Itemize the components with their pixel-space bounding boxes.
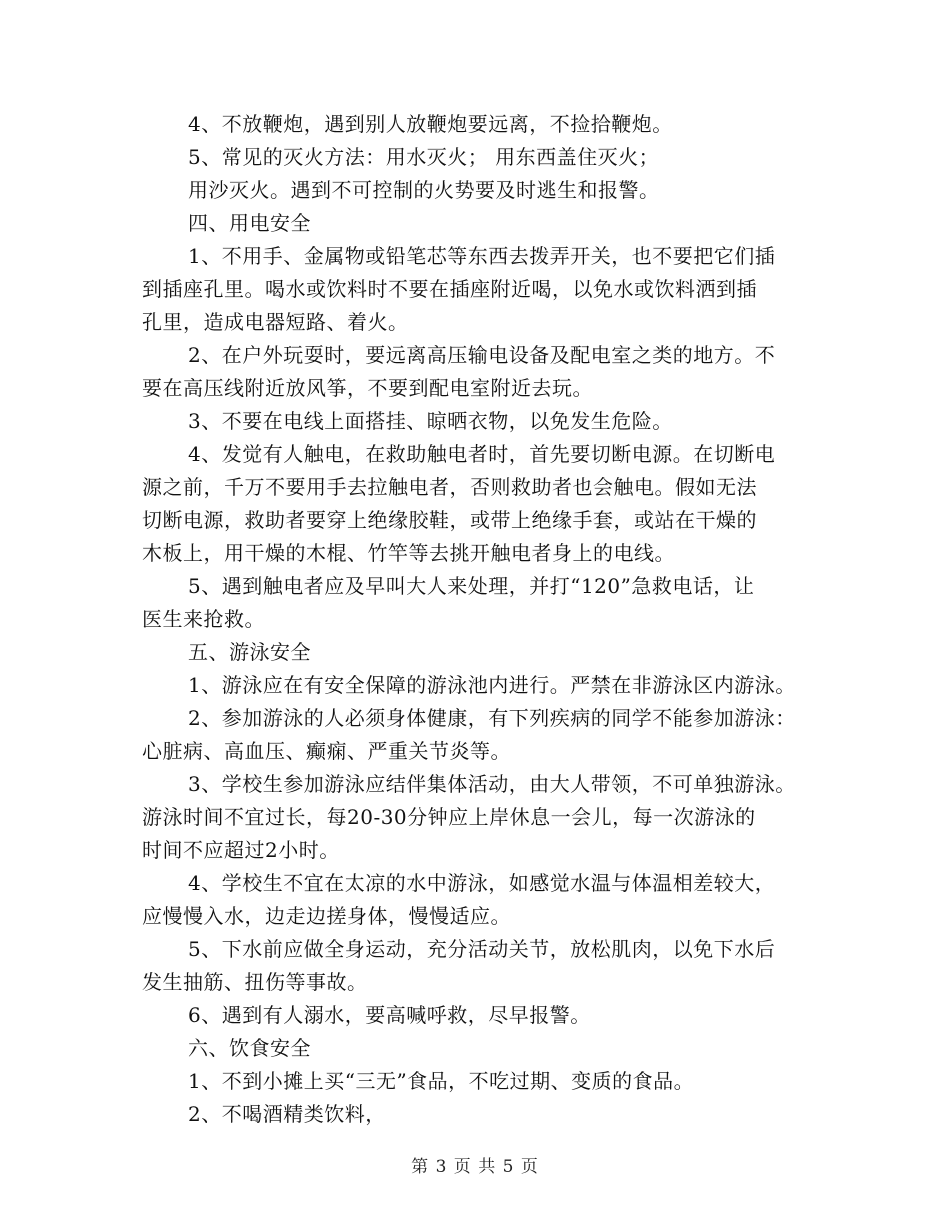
section-heading: 五、游泳安全: [188, 640, 311, 664]
text-line: 2、不喝酒精类饮料，: [188, 1102, 386, 1126]
text-line: 3、学校生参加游泳应结伴集体活动，由大人带领，不可单独游泳。: [188, 772, 796, 796]
text-line: 5、下水前应做全身运动，充分活动关节，放松肌肉，以免下水后: [188, 937, 776, 961]
text-line: 4、学校生不宜在太凉的水中游泳，如感觉水温与体温相差较大，: [188, 871, 776, 895]
text-line: 1、游泳应在有安全保障的游泳池内进行。严禁在非游泳区内游泳。: [188, 673, 796, 697]
text-line: 游泳时间不宜过长，每20-30分钟应上岸休息一会儿，每一次游泳的: [142, 805, 756, 829]
text-line: 孔里，造成电器短路、着火。: [142, 310, 409, 334]
text-line: 医生来抢救。: [142, 607, 265, 631]
text-line: 2、在户外玩耍时，要远离高压输电设备及配电室之类的地方。不: [188, 343, 776, 367]
text-line: 4、不放鞭炮，遇到别人放鞭炮要远离，不捡拾鞭炮。: [188, 112, 673, 136]
text-line: 发生抽筋、扭伤等事故。: [142, 970, 368, 994]
page-number-footer: 第 3 页 共 5 页: [411, 1157, 539, 1177]
text-line: 切断电源，救助者要穿上绝缘胶鞋，或带上绝缘手套，或站在干燥的: [142, 508, 757, 532]
section-heading: 六、饮食安全: [188, 1036, 311, 1060]
text-line: 5、遇到触电者应及早叫大人来处理，并打“120”急救电话，让: [188, 574, 755, 598]
text-line: 木板上，用干燥的木棍、竹竿等去挑开触电者身上的电线。: [142, 541, 675, 565]
section-heading: 四、用电安全: [188, 211, 311, 235]
text-line: 要在高压线附近放风筝，不要到配电室附近去玩。: [142, 376, 593, 400]
text-line: 源之前，千万不要用手去拉触电者，否则救助者也会触电。假如无法: [142, 475, 757, 499]
text-line: 应慢慢入水，边走边搓身体，慢慢适应。: [142, 904, 511, 928]
text-line: 到插座孔里。喝水或饮料时不要在插座附近喝，以免水或饮料洒到插: [142, 277, 757, 301]
text-line: 1、不到小摊上买“三无”食品，不吃过期、变质的食品。: [188, 1069, 695, 1093]
text-line: 用沙灭火。遇到不可控制的火势要及时逃生和报警。: [188, 178, 660, 202]
text-line: 3、不要在电线上面搭挂、晾晒衣物，以免发生危险。: [188, 409, 673, 433]
text-line: 1、不用手、金属物或铅笔芯等东西去拨弄开关，也不要把它们插: [188, 244, 776, 268]
text-line: 5、常见的灭火方法：用水灭火； 用东西盖住灭火；: [188, 145, 660, 169]
text-line: 6、遇到有人溺水，要高喊呼救，尽早报警。: [188, 1003, 591, 1027]
text-line: 2、参加游泳的人必须身体健康，有下列疾病的同学不能参加游泳：: [188, 706, 796, 730]
text-line: 时间不应超过2小时。: [142, 838, 340, 862]
text-line: 心脏病、高血压、癫痫、严重关节炎等。: [142, 739, 511, 763]
text-line: 4、发觉有人触电，在救助触电者时，首先要切断电源。在切断电: [188, 442, 776, 466]
